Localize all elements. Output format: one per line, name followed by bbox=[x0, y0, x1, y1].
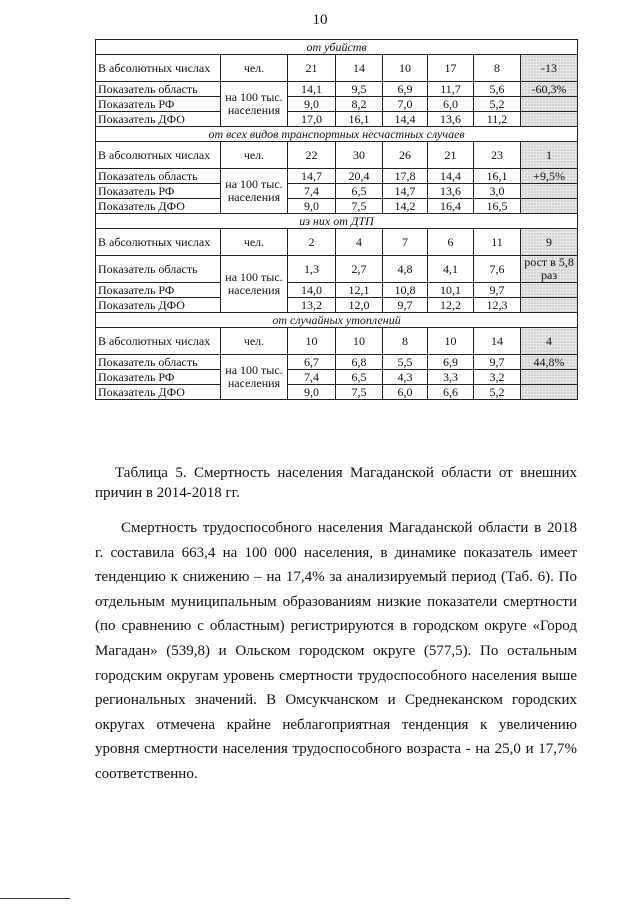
value-cell: 11 bbox=[474, 229, 521, 256]
unit-cell: чел. bbox=[221, 229, 288, 256]
value-cell: 13,2 bbox=[288, 298, 336, 313]
value-cell: 14,4 bbox=[383, 112, 428, 127]
rate-row bbox=[96, 298, 578, 313]
row-label: В абсолютных числах bbox=[96, 55, 221, 82]
change-cell bbox=[521, 97, 578, 112]
section-header-row bbox=[96, 127, 578, 142]
section-title: от всех видов транспортных несчастных случаев bbox=[96, 127, 578, 142]
value-cell: 3,2 bbox=[474, 370, 521, 385]
value-cell: 6,6 bbox=[428, 385, 474, 400]
value-cell: 21 bbox=[288, 55, 336, 82]
value-cell: 8 bbox=[474, 55, 521, 82]
external-causes-mortality-table bbox=[95, 39, 578, 400]
row-label: Показатель ДФО bbox=[96, 385, 221, 400]
value-cell: 14,4 bbox=[428, 169, 474, 184]
value-cell: 14,1 bbox=[288, 82, 336, 97]
row-label: Показатель область bbox=[96, 169, 221, 184]
unit-cell: на 100 тыс. населения bbox=[221, 256, 288, 313]
value-cell: 10 bbox=[336, 328, 383, 355]
absolute-row bbox=[96, 55, 578, 82]
footer-divider bbox=[0, 898, 70, 899]
value-cell: 3,3 bbox=[428, 370, 474, 385]
row-label: В абсолютных числах bbox=[96, 229, 221, 256]
value-cell: 16,5 bbox=[474, 199, 521, 214]
section-title: от случайных утоплений bbox=[96, 313, 578, 328]
row-label: Показатель РФ bbox=[96, 370, 221, 385]
value-cell: 5,5 bbox=[383, 355, 428, 370]
value-cell: 6,0 bbox=[383, 385, 428, 400]
value-cell: 7 bbox=[383, 229, 428, 256]
row-label: Показатель РФ bbox=[96, 97, 221, 112]
value-cell: 4,1 bbox=[428, 256, 474, 283]
value-cell: 4 bbox=[336, 229, 383, 256]
row-label: Показатель область bbox=[96, 256, 221, 283]
page-number: 10 bbox=[312, 12, 328, 28]
value-cell: 14,0 bbox=[288, 283, 336, 298]
rate-row bbox=[96, 199, 578, 214]
value-cell: 6 bbox=[428, 229, 474, 256]
value-cell: 9,0 bbox=[288, 385, 336, 400]
value-cell: 8 bbox=[383, 328, 428, 355]
section-title: из них от ДТП bbox=[96, 214, 578, 229]
value-cell: 16,4 bbox=[428, 199, 474, 214]
unit-cell: чел. bbox=[221, 142, 288, 169]
change-cell: +9,5% bbox=[521, 169, 578, 184]
value-cell: 14,2 bbox=[383, 199, 428, 214]
change-cell: 44,8% bbox=[521, 355, 578, 370]
rate-row bbox=[96, 97, 578, 112]
value-cell: 23 bbox=[474, 142, 521, 169]
change-cell bbox=[521, 385, 578, 400]
value-cell: 9,0 bbox=[288, 199, 336, 214]
change-cell bbox=[521, 370, 578, 385]
value-cell: 9,5 bbox=[336, 82, 383, 97]
row-label: Показатель ДФО bbox=[96, 298, 221, 313]
value-cell: 9,0 bbox=[288, 97, 336, 112]
value-cell: 2 bbox=[288, 229, 336, 256]
value-cell: 6,9 bbox=[428, 355, 474, 370]
change-cell: рост в 5,8 раз bbox=[521, 256, 578, 283]
change-cell bbox=[521, 298, 578, 313]
rate-row bbox=[96, 169, 578, 184]
unit-cell: чел. bbox=[221, 328, 288, 355]
change-cell: -13 bbox=[521, 55, 578, 82]
absolute-row bbox=[96, 229, 578, 256]
table-caption: Таблица 5. Смертность населения Магаданской области от внешних причин в 2014-2018 гг. bbox=[95, 465, 577, 501]
row-label: В абсолютных числах bbox=[96, 142, 221, 169]
value-cell: 4,8 bbox=[383, 256, 428, 283]
value-cell: 10,1 bbox=[428, 283, 474, 298]
value-cell: 26 bbox=[383, 142, 428, 169]
value-cell: 9,7 bbox=[383, 298, 428, 313]
rate-row bbox=[96, 256, 578, 283]
change-cell: 1 bbox=[521, 142, 578, 169]
value-cell: 6,9 bbox=[383, 82, 428, 97]
value-cell: 6,0 bbox=[428, 97, 474, 112]
value-cell: 7,6 bbox=[474, 256, 521, 283]
row-label: Показатель область bbox=[96, 82, 221, 97]
value-cell: 10,8 bbox=[383, 283, 428, 298]
section-header-row bbox=[96, 40, 578, 55]
row-label: Показатель РФ bbox=[96, 184, 221, 199]
row-label: Показатель ДФО bbox=[96, 112, 221, 127]
row-label: Показатель область bbox=[96, 355, 221, 370]
value-cell: 12,2 bbox=[428, 298, 474, 313]
rate-row bbox=[96, 112, 578, 127]
value-cell: 20,4 bbox=[336, 169, 383, 184]
change-cell: 9 bbox=[521, 229, 578, 256]
value-cell: 12,3 bbox=[474, 298, 521, 313]
value-cell: 6,5 bbox=[336, 184, 383, 199]
value-cell: 5,6 bbox=[474, 82, 521, 97]
change-cell bbox=[521, 283, 578, 298]
value-cell: 5,2 bbox=[474, 97, 521, 112]
change-cell bbox=[521, 184, 578, 199]
value-cell: 14,7 bbox=[288, 169, 336, 184]
change-cell: -60,3% bbox=[521, 82, 578, 97]
value-cell: 14 bbox=[474, 328, 521, 355]
absolute-row bbox=[96, 328, 578, 355]
value-cell: 1,3 bbox=[288, 256, 336, 283]
value-cell: 5,2 bbox=[474, 385, 521, 400]
rate-row bbox=[96, 355, 578, 370]
value-cell: 7,4 bbox=[288, 370, 336, 385]
body-paragraph: Смертность трудоспособного населения Магаданской области в 2018 г. составила 663,4 на 100 000 населения, в динамике показатель имеет тенденцию к снижению – на 17,4% за анализируемый период (Таб. 6). По отдельным муниципальным образованиям низкие показатели смертности (по сравнению с областным) регистрируются в городском округе «Город Магадан» (539,8) и Ольском городском округе (577,5). По остальным городским округам уровень смертности трудоспособного населения выше региональных значений. В Омсукчанском и Среднеканском городских округах отмечена крайне неблагоприятная тенденция к увеличению уровня смертности населения трудоспособного возраста - на 25,0 и 17,7% соответственно. bbox=[95, 520, 577, 782]
value-cell: 14 bbox=[336, 55, 383, 82]
row-label: Показатель ДФО bbox=[96, 199, 221, 214]
value-cell: 4,3 bbox=[383, 370, 428, 385]
value-cell: 10 bbox=[288, 328, 336, 355]
value-cell: 7,5 bbox=[336, 385, 383, 400]
value-cell: 6,5 bbox=[336, 370, 383, 385]
section-header-row bbox=[96, 214, 578, 229]
change-cell: 4 bbox=[521, 328, 578, 355]
value-cell: 6,8 bbox=[336, 355, 383, 370]
value-cell: 14,7 bbox=[383, 184, 428, 199]
row-label: В абсолютных числах bbox=[96, 328, 221, 355]
value-cell: 7,5 bbox=[336, 199, 383, 214]
value-cell: 9,7 bbox=[474, 355, 521, 370]
section-title: от убийств bbox=[96, 40, 578, 55]
value-cell: 7,4 bbox=[288, 184, 336, 199]
value-cell: 16,1 bbox=[336, 112, 383, 127]
value-cell: 30 bbox=[336, 142, 383, 169]
unit-cell: на 100 тыс. населения bbox=[221, 355, 288, 400]
value-cell: 11,2 bbox=[474, 112, 521, 127]
unit-cell: на 100 тыс. населения bbox=[221, 169, 288, 214]
value-cell: 2,7 bbox=[336, 256, 383, 283]
value-cell: 9,7 bbox=[474, 283, 521, 298]
rate-row bbox=[96, 82, 578, 97]
value-cell: 3,0 bbox=[474, 184, 521, 199]
value-cell: 10 bbox=[383, 55, 428, 82]
unit-cell: на 100 тыс. населения bbox=[221, 82, 288, 127]
unit-cell: чел. bbox=[221, 55, 288, 82]
table-body bbox=[96, 40, 578, 400]
value-cell: 12,0 bbox=[336, 298, 383, 313]
value-cell: 8,2 bbox=[336, 97, 383, 112]
value-cell: 10 bbox=[428, 328, 474, 355]
row-label: Показатель РФ bbox=[96, 283, 221, 298]
value-cell: 6,7 bbox=[288, 355, 336, 370]
value-cell: 11,7 bbox=[428, 82, 474, 97]
change-cell bbox=[521, 199, 578, 214]
absolute-row bbox=[96, 142, 578, 169]
value-cell: 21 bbox=[428, 142, 474, 169]
change-cell bbox=[521, 112, 578, 127]
value-cell: 17,0 bbox=[288, 112, 336, 127]
rate-row bbox=[96, 385, 578, 400]
rate-row bbox=[96, 283, 578, 298]
rate-row bbox=[96, 370, 578, 385]
value-cell: 17,8 bbox=[383, 169, 428, 184]
value-cell: 13,6 bbox=[428, 112, 474, 127]
value-cell: 12,1 bbox=[336, 283, 383, 298]
value-cell: 16,1 bbox=[474, 169, 521, 184]
value-cell: 13,6 bbox=[428, 184, 474, 199]
rate-row bbox=[96, 184, 578, 199]
value-cell: 7,0 bbox=[383, 97, 428, 112]
body-paragraph-block bbox=[95, 516, 577, 787]
value-cell: 22 bbox=[288, 142, 336, 169]
value-cell: 17 bbox=[428, 55, 474, 82]
section-header-row bbox=[96, 313, 578, 328]
